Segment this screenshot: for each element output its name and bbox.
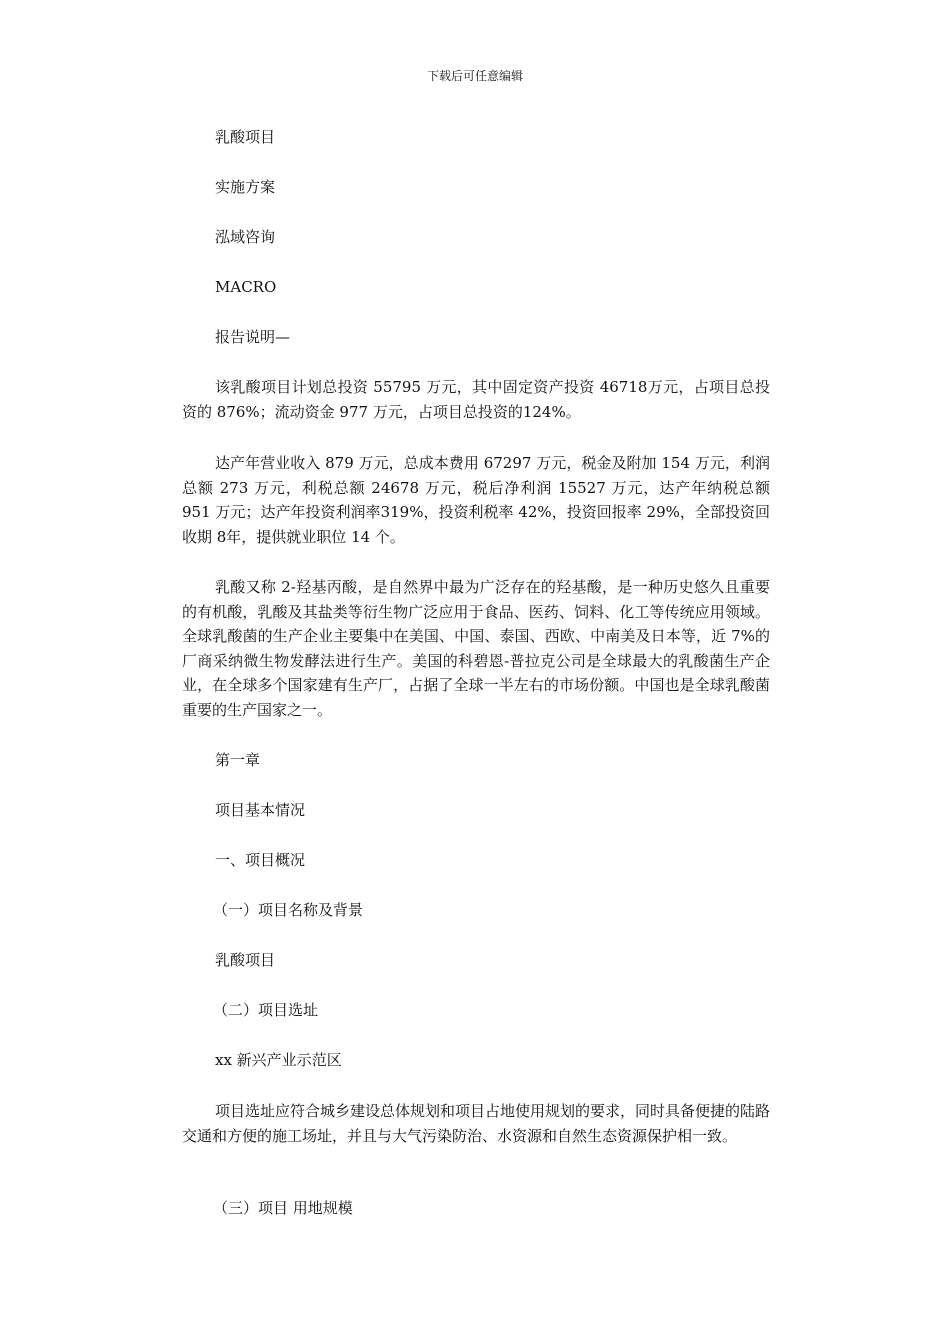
subsection-heading-3: （三）项目 用地规模 [213,1199,353,1217]
title-line: 乳酸项目 [215,128,276,146]
site-paragraph: 项目选址应符合城乡建设总体规划和项目占地使用规划的要求，同时具备便捷的陆路交通和方便的施工场址，并且与大气污染防治、水资源和自然生态资源保护相一致。 [182,1102,771,1145]
brand-line: MACRO [215,278,277,296]
revenue-paragraph: 达产年营业收入 879 万元，总成本费用 67297 万元，税金及附加 154 万元，利润总额 273 万元，利税总额 24678 万元，税后净利润 15527 万元，达产年纳税总额 951 万元；达产年投资利润率319%，投资利税率 42%，投资回报率 29%，全部投资回收期 8年，提供就业职位 14 个。 [182,454,770,546]
project-site-value: xx 新兴产业示范区 [215,1051,342,1069]
chapter-heading: 第一章 [215,751,261,769]
subsection-heading-2: （二）项目选址 [213,1001,319,1019]
subtitle-line: 实施方案 [215,178,276,196]
page-header: 下载后可任意编辑 [426,69,523,83]
report-note-heading: 报告说明— [215,328,291,346]
chapter-title: 项目基本情况 [215,801,306,819]
investment-paragraph: 该乳酸项目计划总投资 55795 万元，其中固定资产投资 46718万元，占项目总投资的 876%；流动资金 977 万元，占项目总投资的124%。 [182,378,770,421]
company-line: 泓域咨询 [215,228,276,246]
background-paragraph: 乳酸又称 2-羟基丙酸，是自然界中最为广泛存在的羟基酸，是一种历史悠久且重要的有机酸，乳酸及其盐类等衍生物广泛应用于食品、医药、饲料、化工等传统应用领域。全球乳酸菌的生产企业主要集中在美国、中国、泰国、西欧、中南美及日本等，近 7%的厂商采纳微生物发酵法进行生产。美国的科碧恩-普拉克公司是全球最大的乳酸菌生产企业，在全球多个国家建有生产厂，占据了全球一半左右的市场份额。中国也是全球乳酸菌重要的生产国家之一。 [182,578,770,719]
project-name-value: 乳酸项目 [215,951,276,969]
section-heading: 一、项目概况 [215,851,306,869]
subsection-heading-1: （一）项目名称及背景 [213,901,364,919]
